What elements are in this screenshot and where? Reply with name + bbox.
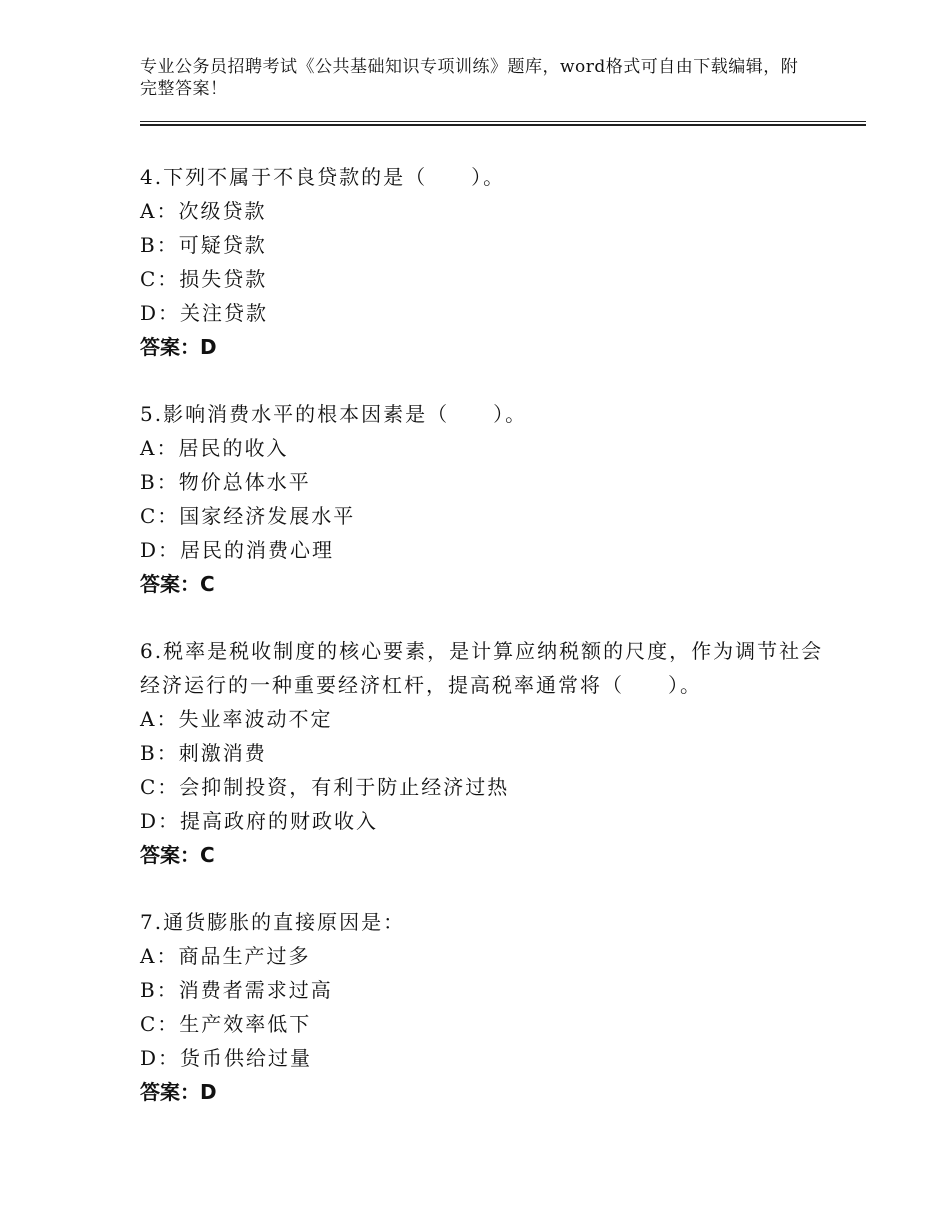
question-4 bbox=[140, 160, 840, 364]
option-b: B：物价总体水平 bbox=[140, 470, 311, 494]
question-5 bbox=[140, 397, 840, 601]
option-d: D：提高政府的财政收入 bbox=[140, 809, 379, 833]
answer-line: 答案：D bbox=[140, 1080, 217, 1104]
question-stem: 7.通货膨胀的直接原因是： bbox=[140, 910, 406, 934]
option-c: C：损失贷款 bbox=[140, 267, 268, 291]
question-list bbox=[140, 160, 840, 1142]
header-divider-thin bbox=[140, 121, 866, 122]
answer-line: 答案：C bbox=[140, 572, 215, 596]
option-a: A：失业率波动不定 bbox=[140, 707, 333, 731]
option-a: A：商品生产过多 bbox=[140, 944, 311, 968]
question-stem: 6.税率是税收制度的核心要素，是计算应纳税额的尺度，作为调节社会经济运行的一种重要经济杠杆，提高税率通常将（ ）。 bbox=[140, 639, 824, 697]
option-d: D：居民的消费心理 bbox=[140, 538, 335, 562]
question-stem: 5.影响消费水平的根本因素是（ ）。 bbox=[140, 402, 528, 426]
option-b: B：消费者需求过高 bbox=[140, 978, 333, 1002]
question-7 bbox=[140, 905, 840, 1109]
question-6 bbox=[140, 634, 840, 872]
option-b: B：可疑贷款 bbox=[140, 233, 267, 257]
option-c: C：会抑制投资，有利于防止经济过热 bbox=[140, 775, 510, 799]
answer-line: 答案：D bbox=[140, 335, 217, 359]
document-header: 专业公务员招聘考试《公共基础知识专项训练》题库，word格式可自由下载编辑，附完整答案！ bbox=[140, 57, 799, 99]
option-b: B：刺激消费 bbox=[140, 741, 267, 765]
option-d: D：关注贷款 bbox=[140, 301, 269, 325]
option-a: A：次级贷款 bbox=[140, 199, 267, 223]
answer-line: 答案：C bbox=[140, 843, 215, 867]
option-c: C：生产效率低下 bbox=[140, 1012, 312, 1036]
option-d: D：货币供给过量 bbox=[140, 1046, 313, 1070]
header-divider-thick bbox=[140, 124, 866, 126]
question-stem: 4.下列不属于不良贷款的是（ ）。 bbox=[140, 165, 506, 189]
option-a: A：居民的收入 bbox=[140, 436, 289, 460]
option-c: C：国家经济发展水平 bbox=[140, 504, 356, 528]
